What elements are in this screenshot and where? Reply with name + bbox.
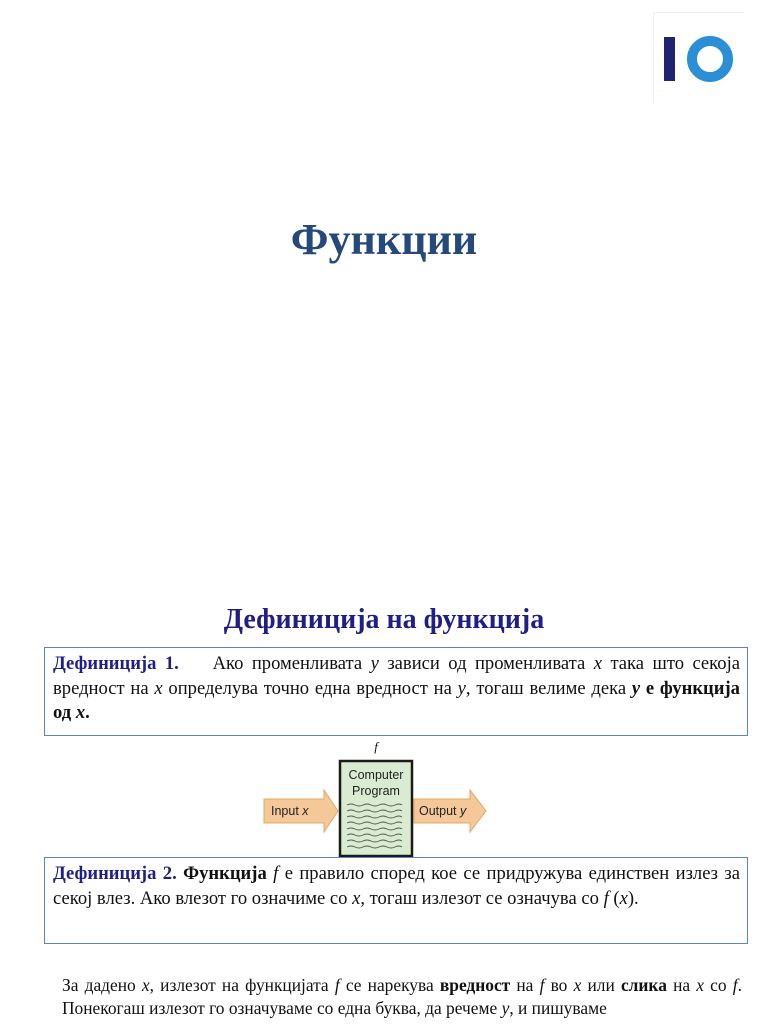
bottom-var-x: x bbox=[696, 975, 704, 995]
output-var: y bbox=[460, 804, 467, 818]
def2-var-f: f bbox=[273, 863, 279, 884]
def2-fx-x: x bbox=[619, 887, 628, 909]
bottom-bold-value: вредност bbox=[439, 975, 511, 995]
output-label bbox=[419, 804, 467, 818]
def1-text-1: Ако променливата bbox=[212, 653, 363, 674]
bottom-text-3: се нарекува bbox=[345, 975, 434, 995]
bottom-text-5: во bbox=[550, 975, 568, 995]
bottom-text-4: на bbox=[516, 975, 534, 995]
bottom-paragraph bbox=[62, 974, 742, 1020]
bottom-text-7: на bbox=[673, 975, 691, 995]
definition-2-box bbox=[44, 857, 748, 944]
def1-var-y: y bbox=[457, 677, 466, 699]
input-text: Input bbox=[271, 804, 299, 818]
bottom-var-f: f bbox=[539, 975, 545, 995]
def1-bold-text: е функција од bbox=[53, 677, 740, 723]
bottom-bold-image: слика bbox=[620, 975, 667, 995]
bottom-text-2: , излезот на функцијата bbox=[149, 975, 329, 995]
input-var: x bbox=[302, 804, 309, 818]
function-machine-figure bbox=[262, 737, 492, 859]
def1-var-x: x bbox=[593, 653, 602, 674]
bottom-text-9: . Понекогаш излезот го означуваме со една буква, да речеме bbox=[62, 975, 742, 1018]
bottom-var-f: f bbox=[732, 975, 738, 995]
bottom-text-6: или bbox=[587, 975, 615, 995]
def1-text-4: определува точно една вредност на bbox=[168, 677, 452, 699]
definition-1-box bbox=[44, 647, 748, 736]
bottom-var-y: y bbox=[501, 998, 510, 1018]
logo-ring bbox=[692, 41, 728, 77]
input-label bbox=[271, 804, 309, 818]
def2-text-1: е правило според кое се придружува единствен излез за секој влез. Ако влезот го означиме со bbox=[53, 863, 740, 909]
def1-bold-x: x bbox=[75, 702, 86, 723]
def1-text-5: , тогаш велиме дека bbox=[465, 677, 627, 699]
def1-text-2: зависи од променливата bbox=[387, 653, 586, 674]
bottom-var-f: f bbox=[334, 975, 340, 995]
def2-var-x: x bbox=[352, 887, 361, 909]
def1-end: . bbox=[85, 702, 90, 723]
bottom-var-x: x bbox=[141, 975, 150, 995]
def2-fx-open: ( bbox=[608, 887, 620, 909]
def2-bold-word: Функција bbox=[183, 863, 267, 884]
bottom-var-x: x bbox=[573, 975, 582, 995]
box-line-1: Computer bbox=[348, 768, 404, 782]
definition-2-label: Дефиниција 2. bbox=[53, 863, 177, 884]
def2-fx-f: f bbox=[603, 887, 609, 909]
bottom-text-10: , и пишуваме bbox=[509, 998, 607, 1018]
def1-var-y: y bbox=[370, 653, 379, 674]
box-line-2: Program bbox=[352, 784, 400, 798]
section-title: Дефиниција на функција bbox=[223, 604, 545, 635]
def1-var-x: x bbox=[154, 677, 163, 699]
figure-f-label: f bbox=[374, 739, 378, 754]
def1-text-3: така што секоја вредност на bbox=[53, 653, 740, 699]
def2-text-2: , тогаш излезот се означува со bbox=[360, 887, 599, 909]
bottom-text-1: За дадено bbox=[62, 975, 136, 995]
def2-fx-close: ). bbox=[627, 887, 639, 909]
bottom-text-8: со bbox=[710, 975, 727, 995]
def1-bold-y: y bbox=[631, 677, 641, 699]
definition-1-label: Дефиниција 1. bbox=[53, 653, 179, 674]
output-text: Output bbox=[419, 804, 457, 818]
logo-bar bbox=[664, 37, 675, 81]
page-title: Функции bbox=[290, 215, 478, 264]
logo bbox=[653, 12, 744, 103]
logo-graphic bbox=[654, 13, 744, 103]
